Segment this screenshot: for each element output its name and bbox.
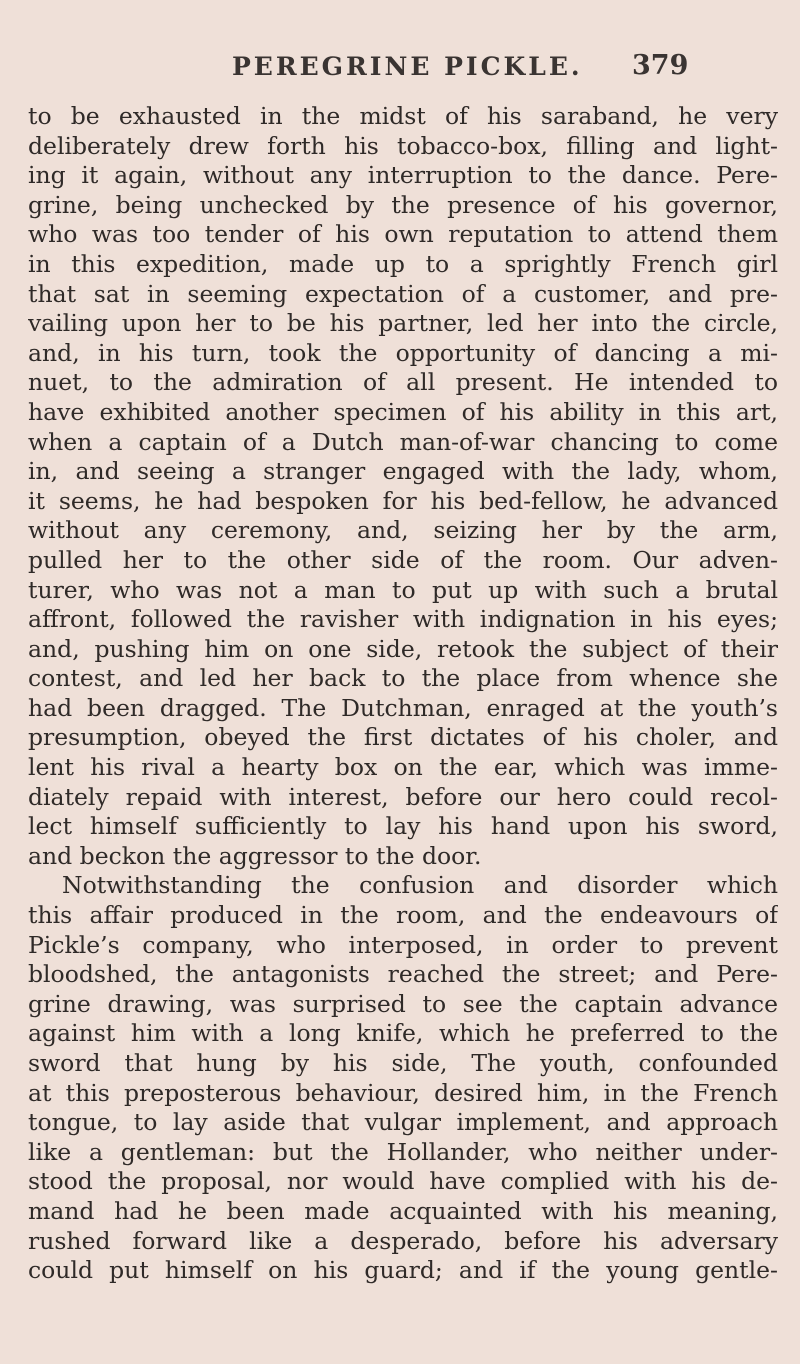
text-line: stood the proposal, nor would have complied with his de- <box>28 1167 778 1196</box>
text-line: have exhibited another specimen of his ability in this art, <box>28 397 778 426</box>
text-line: this affair produced in the room, and the endeavours of <box>28 901 778 930</box>
text-line: pulled her to the other side of the room. Our adven- <box>28 545 778 574</box>
text-line: tongue, to lay aside that vulgar implement, and approach <box>28 1108 778 1137</box>
text-line: when a captain of a Dutch man-of-war chancing to come <box>28 427 778 456</box>
text-line: to be exhausted in the midst of his saraband, he very <box>28 102 778 130</box>
paragraph-start-line: Notwithstanding the confusion and disorder which <box>62 871 778 900</box>
text-line: it seems, he had bespoken for his bed-fellow, he advanced <box>28 486 778 515</box>
body-text <box>28 102 778 1286</box>
text-line: affront, followed the ravisher with indignation in his eyes; <box>28 605 778 634</box>
text-line: diately repaid with interest, before our hero could recol- <box>28 782 778 811</box>
text-line: in, and seeing a stranger engaged with the lady, whom, <box>28 457 778 486</box>
text-line: mand had he been made acquainted with his meaning, <box>28 1196 778 1225</box>
page-number: 379 <box>632 50 689 81</box>
text-line: lect himself sufficiently to lay his hand upon his sword, <box>28 812 778 841</box>
text-line: grine drawing, was surprised to see the captain advance <box>28 989 778 1018</box>
text-line: who was too tender of his own reputation to attend them <box>28 220 778 249</box>
paragraph-end-line: and beckon the aggressor to the door. <box>28 841 482 870</box>
text-line: that sat in seeming expectation of a customer, and pre- <box>28 279 778 308</box>
text-line: deliberately drew forth his tobacco-box, filling and light- <box>28 131 778 160</box>
text-line: sword that hung by his side, The youth, confounded <box>28 1049 778 1077</box>
text-line: nuet, to the admiration of all present. He intended to <box>28 368 778 397</box>
text-line: ing it again, without any interruption to the dance. Pere- <box>28 161 778 190</box>
text-line: had been dragged. The Dutchman, enraged at the youth’s <box>28 693 778 722</box>
text-line: could put himself on his guard; and if the young gentle- <box>28 1256 778 1285</box>
text-line: at this preposterous behaviour, desired him, in the French <box>28 1078 778 1107</box>
text-line: contest, and led her back to the place from whence she <box>28 664 778 693</box>
text-line: vailing upon her to be his partner, led her into the circle, <box>28 309 778 338</box>
text-line: turer, who was not a man to put up with such a brutal <box>28 575 778 604</box>
text-line: without any ceremony, and, seizing her by the arm, <box>28 516 778 545</box>
text-line: bloodshed, the antagonists reached the street; and Pere- <box>28 960 778 989</box>
text-line: like a gentleman: but the Hollander, who neither under- <box>28 1137 778 1166</box>
text-line: and, in his turn, took the opportunity of dancing a mi- <box>28 338 778 367</box>
text-line: and, pushing him on one side, retook the subject of their <box>28 634 778 663</box>
text-line: against him with a long knife, which he preferred to the <box>28 1019 778 1048</box>
text-line: presumption, obeyed the first dictates of his choler, and <box>28 723 778 752</box>
text-line: Pickle’s company, who interposed, in order to prevent <box>28 930 778 959</box>
text-line: rushed forward like a desperado, before his adversary <box>28 1226 778 1255</box>
running-head: PEREGRINE PICKLE. <box>232 52 583 81</box>
text-line: lent his rival a hearty box on the ear, which was imme- <box>28 753 778 782</box>
text-line: grine, being unchecked by the presence of his governor, <box>28 190 778 219</box>
text-line: in this expedition, made up to a sprightly French girl <box>28 249 778 278</box>
